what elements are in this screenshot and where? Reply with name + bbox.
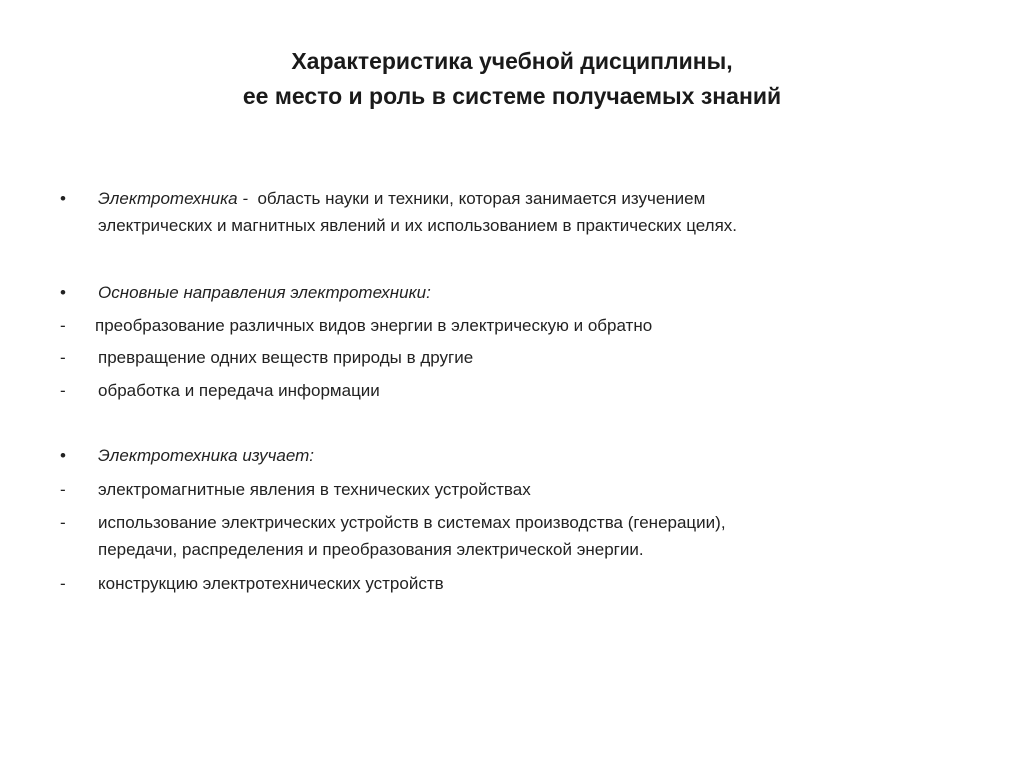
directions-item: обработка и передача информации [98,381,380,400]
dash-marker: - [60,381,66,400]
dash-marker: - [60,316,66,335]
bullet-marker: • [60,446,66,465]
studies-item-3: конструкцию электротехнических устройств [98,574,444,593]
title-line-1: Характеристика учебной дисциплины, [291,48,733,74]
definition-line-2: электрических и магнитных явлений и их использованием в практических целях. [98,216,738,235]
dash-marker: - [60,480,66,499]
directions-item: преобразование различных видов энергии в электрическую и обратно [95,316,653,335]
studies-item-1: электромагнитные явления в технических устройствах [98,480,531,499]
title-line-2: ее место и роль в системе получаемых знаний [242,83,782,109]
studies-item-2-line-1: использование электрических устройств в системах производства (генерации), [98,513,726,532]
directions-item: превращение одних веществ природы в другие [98,348,474,367]
dash-marker: - [60,513,66,532]
studies-item-2-line-2: передачи, распределения и преобразования электрической энергии. [98,540,644,559]
dash-marker: - [60,574,66,593]
directions-heading: Основные направления электротехники: [98,283,431,302]
studies-heading: Электротехника изучает: [98,446,315,465]
definition-term: Электротехника - [98,189,248,208]
definition-text-1: область науки и техники, которая занимается изучением [257,189,706,208]
bullet-marker: • [60,189,66,208]
dash-marker: - [60,348,66,367]
slide-title [0,44,1024,114]
bullet-marker: • [60,283,66,302]
definition-line-1 [98,188,705,210]
